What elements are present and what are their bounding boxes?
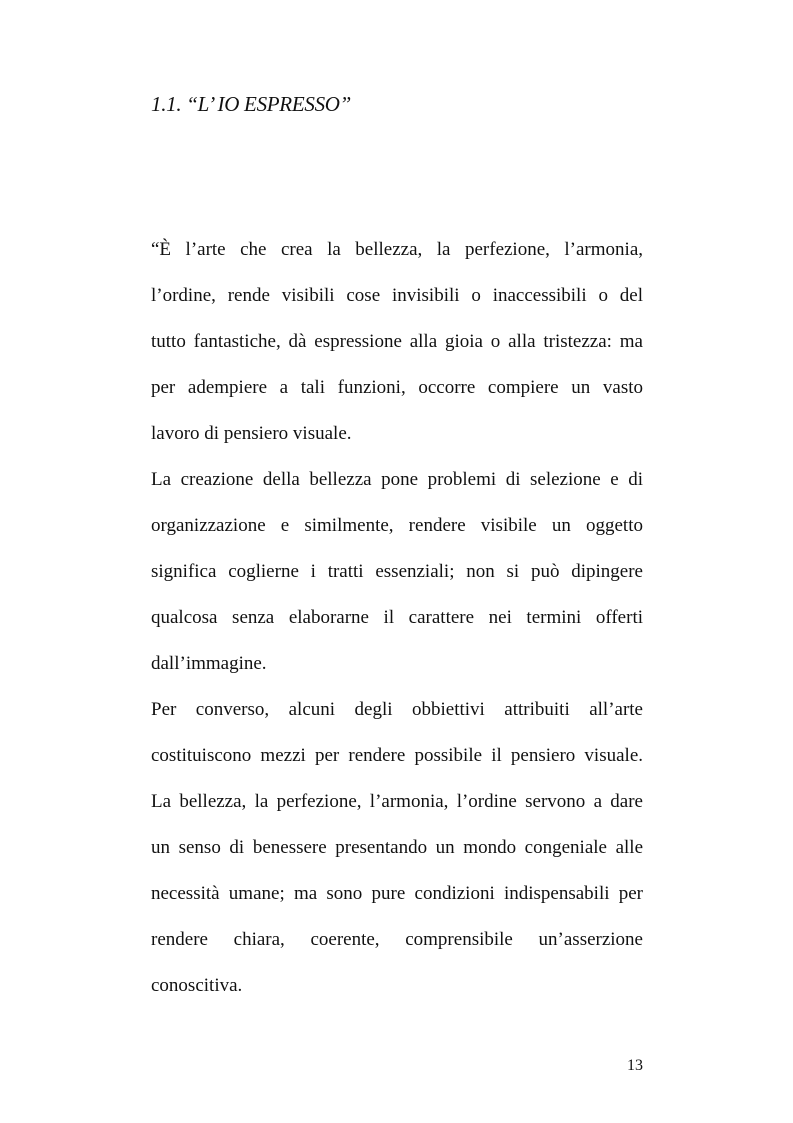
body-line: Per converso, alcuni degli obbiettivi attribuiti all’arte [151,699,643,720]
body-line: dall’immagine. [151,653,267,674]
body-line: La creazione della bellezza pone problemi di selezione e di [151,469,643,490]
body-line: conoscitiva. [151,975,243,996]
body-line: per adempiere a tali funzioni, occorre compiere un vasto [151,377,643,398]
page-number: 13 [627,1057,643,1074]
body-line: rendere chiara, coerente, comprensibile un’asserzione [151,929,643,950]
body-line: costituiscono mezzi per rendere possibile il pensiero visuale. [151,745,643,766]
body-line: tutto fantastiche, dà espressione alla gioia o alla tristezza: ma [151,331,643,352]
body-line: significa coglierne i tratti essenziali; non si può dipingere [151,561,643,582]
body-line: l’ordine, rende visibili cose invisibili o inaccessibili o del [151,285,643,306]
body-line: necessità umane; ma sono pure condizioni indispensabili per [151,883,643,904]
body-line: un senso di benessere presentando un mondo congeniale alle [151,837,643,858]
body-line: qualcosa senza elaborarne il carattere nei termini offerti [151,607,643,628]
body-line: lavoro di pensiero visuale. [151,423,352,444]
body-line: “È l’arte che crea la bellezza, la perfezione, l’armonia, [151,239,643,260]
body-line: La bellezza, la perfezione, l’armonia, l’ordine servono a dare [151,791,643,812]
body-line: organizzazione e similmente, rendere visibile un oggetto [151,515,643,536]
section-heading: 1.1. “L’ IO ESPRESSO” [151,92,352,116]
